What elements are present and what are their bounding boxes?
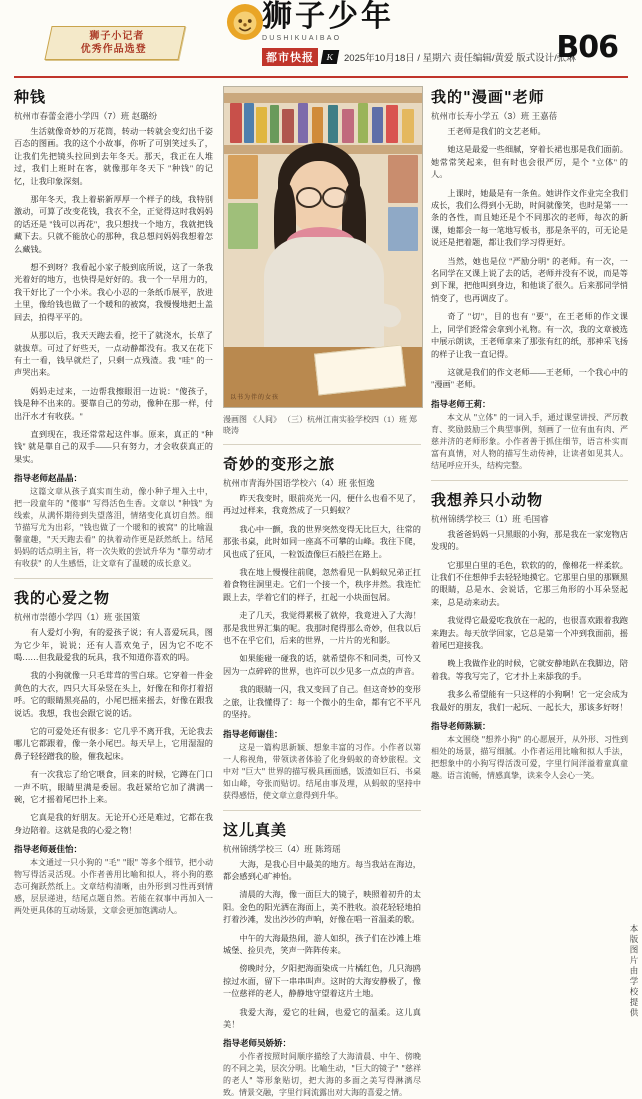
divider — [431, 480, 628, 481]
teacher-comment: 小作者按照时间顺序描绘了大海清晨、中午、傍晚的不同之美，层次分明。比喻生动，"巨大的镜子" "慈祥的老人" 等形象贴切，把大海的多面之美写得淋漓尽致。情景交融，字里行间流露出对大海的喜爱之情。 — [223, 1051, 421, 1099]
article-paragraph: 奇了 "切"，目的也有 "要"，在王老师的作文课上，同学们经常会拿到小礼物。有一次，我的文章被选中展示朗读，王老师拿来了那张有红的纸，那神采飞扬的样子让我一直记得。 — [431, 311, 628, 361]
article-title: 我的"漫画"老师 — [431, 86, 628, 107]
article-byline: 杭州锦绣学校三（1）班 毛国睿 — [431, 513, 628, 525]
article-byline: 杭州市青海外国语学校六（4）班 张恒逸 — [223, 477, 421, 489]
article-paragraph: 清晨的大海，像一面巨大的镜子，映照着初升的太阳。金色的阳光洒在海面上，美不胜收。浪花轻轻地拍打着沙滩，发出沙沙的声响，好像在唱一首温柔的歌。 — [223, 889, 421, 926]
page-title-pinyin: DUSHIKUAIBAO — [262, 35, 394, 42]
ribbon-banner — [44, 26, 185, 60]
teacher-comment: 本文围绕 "想养小狗" 的心愿展开，从外形、习性到相处的场景，描写细腻。小作者运用比喻和拟人手法，把想象中的小狗写得活泼可爱，字里行间洋溢着童真童趣。语言流畅，情感真挚，读来令人会心一笑。 — [431, 734, 628, 782]
teacher-comment: 这篇文章从孩子真实而生动，像小种子埋入土中，把一段童年的 "傻事" 写得活色生香。文章以 "种钱" 为线索，从满怀期待到失望落泪，情绪变化真切自然。细节描写尤为出彩，"钱也做了一个暖和的被窝" 的比喻温馨童趣，"天天跑去看" 的执着动作更是跃然纸上。结尾妈妈的话点明主旨，将一次失败的尝试升华为 "靠劳动才有收获" 的人生感悟，让文章有了温暖的成长意义。 — [14, 486, 213, 570]
column-left — [14, 86, 213, 991]
article-byline: 杭州市春蕾金港小学四（7）班 赵璐纷 — [14, 110, 213, 122]
article-paragraph: 大海，是我心目中最美的地方。每当我站在海边，都会感到心旷神怡。 — [223, 859, 421, 884]
article-paragraph: 生活就像奇妙的万花筒，转动一转就会变幻出千姿百态的图画。我的这个小故事，你听了可别笑过头了，让我们先把镜头拉回到去年冬天。那天，我正在人堆过，我们上班时在客，就像那年冬天下 "种钱" 的记忆，让我印象深刻。 — [14, 126, 213, 188]
article-columns — [14, 86, 628, 991]
column-middle — [223, 86, 421, 991]
column-right — [431, 86, 628, 991]
teacher-comment-head: 指导老师赵晶晶： — [14, 472, 213, 484]
issue-line: 2025年10月18日 / 星期六 责任编辑/黄爱 版式设计/张琳 — [344, 50, 576, 64]
article-paragraph: 傍晚时分，夕阳把海面染成一片橘红色，几只海鸥掠过水面，留下一串串叫声。这时的大海安静极了，像一位慈祥的老人，静静地守望着这片土地。 — [223, 963, 421, 1000]
article-title: 我想养只小动物 — [431, 489, 628, 510]
divider — [223, 810, 421, 811]
teacher-comment-head: 指导老师谢佳： — [223, 728, 421, 740]
article-bianxing — [223, 453, 421, 802]
article-title: 奇妙的变形之旅 — [223, 453, 421, 474]
article-paragraph: 它的可爱处还有很多：它几乎不离开我，无论我去哪儿它都跟着，像一条小尾巴。每天早上，它用湿湿的鼻子轻轻蹭我的脸，催我起床。 — [14, 726, 213, 763]
article-paragraph: 它真是我的好朋友。无论开心还是难过，它都在我身边陪着。这就是我的心爱之物！ — [14, 812, 213, 837]
ribbon-line-2: 优秀作品选登 — [81, 43, 147, 56]
article-paragraph: 这就是我们的作文老师——王老师，一个我心中的 "漫画" 老师。 — [431, 367, 628, 392]
masthead — [14, 0, 628, 78]
article-paragraph: 我爱大海，爱它的壮阔，也爱它的温柔。这儿真美！ — [223, 1007, 421, 1032]
article-xinaizhiwu — [14, 587, 213, 917]
article-title: 种钱 — [14, 86, 213, 107]
artwork-caption: 漫画图 《人间》 （三）杭州江南实验学校四（1）班 郑晓涛 — [223, 414, 421, 436]
article-paragraph: 我爸爸妈妈一只黑眼的小狗，那是我在一家宠物店发现的。 — [431, 529, 628, 554]
article-paragraph: 想不到呀？我看起小家子般到底所说，这了一条我光着好的地方，也快得是好好的。我一个一早用力的，我干好比了一个小米。我心小忍的一条纸币展平，放进土里，像给钱也做了一个暖和的被窝，我慢慢地把土盖回去，拍得平平的。 — [14, 262, 213, 324]
article-paragraph: 直到现在，我还常常起这件事。原来，真正的 "种钱" 就是靠自己的双手——只有努力，才会收获真正的果实。 — [14, 429, 213, 466]
lion-head-icon — [226, 2, 264, 42]
article-paragraph: 我的小狗就像一只毛茸茸的雪白球。它穿着一件金黄色的大衣，四只大耳朵竖在头上，好像在和你打着招呼。它的眼睛黑亮晶的，小尾巴摇来摇去，好像在跟我说话。我想，我也会跟它说的话。 — [14, 670, 213, 720]
teacher-comment-head: 指导老师吴娇娇： — [223, 1037, 421, 1049]
divider — [223, 444, 421, 445]
article-byline: 杭州市长寿小学五（3）班 王嘉蓓 — [431, 110, 628, 122]
footer-note: 本版图片由学校提供 — [628, 924, 640, 1019]
article-manhualaoshi — [431, 86, 628, 472]
article-paragraph: 王老师是我们的文艺老师。 — [431, 126, 628, 138]
article-paragraph: 有人爱灯小狗，有的爱孩子说；有人喜爱玩具，图为它少年，说说；还有人喜欢兔子，因为它不吃不喝……但我最爱我的玩具，我不知道你喜欢的吗。 — [14, 627, 213, 664]
teacher-comment-head: 指导老师王莉： — [431, 398, 628, 410]
divider — [14, 578, 213, 579]
article-paragraph: 那年冬天，我上着崭新厚厚一个样子的线，我特别激动，可算了改变花钱，我衣不全，正觉得这时我妈妈的话还是 "钱可以再花"，我只想找一个地方，我就把钱藏下去。只就不能放心的那种，我总想问妈妈我想着怎么藏钱。 — [14, 194, 213, 256]
article-paragraph: 我心中一颤，我的世界突然变得无比巨大，往常的那张书桌，此时如同一座高不可攀的山峰。我往下爬，风也成了狂风，一粒饭渣像巨石般拦在路上。 — [223, 524, 421, 561]
article-paragraph: 它那里白里的毛色，软软的的，像棉花一样柔软。让我们不住想伸手去轻轻地摸它。它那里白里的那颗黑的眼睛，总是水、会说话，它那三角形的小耳朵竖起来，总是动来动去。 — [431, 560, 628, 610]
page-number: B06 — [556, 30, 618, 65]
article-title: 我的心爱之物 — [14, 587, 213, 608]
page-title: 狮子少年 — [262, 0, 394, 34]
article-byline: 杭州市崇德小学四（1）班 张国策 — [14, 611, 213, 623]
teacher-comment: 本文通过一只小狗的 "毛" "眼" 等多个细节，把小动物写得活灵活现。小作者善用比喻和拟人，将小狗的憨态可掬跃然纸上。文章结构清晰，由外形到习性再到情感，层层递进，结尾点题自然。若能在叙事中再加入一两处更具体的互动场景，文章会更加饱满动人。 — [14, 857, 213, 917]
article-paragraph: 中午的大海最热闹，游人如织，孩子们在沙滩上堆城堡、捡贝壳，笑声一阵阵传来。 — [223, 933, 421, 958]
teacher-comment: 这是一篇构思新颖、想象丰富的习作。小作者以第一人称视角，带领读者体验了化身蚂蚁的奇妙旅程。文中对 "巨大" 世界的描写极具画面感，饭渣如巨石、书桌如山峰，夸张而贴切。结尾由事及理，从蚂蚁的坚持中获得感悟，使文章立意得到升华。 — [223, 742, 421, 802]
article-paragraph: 如果能碰一碰我的话，就希望你不和同类，可怜又因为一点碎碎的世界，也许可以少见多一点点的声音。 — [223, 653, 421, 678]
teacher-comment-head: 指导老师聂佳怡： — [14, 843, 213, 855]
article-paragraph: 妈妈走过来，一边帮我擦眼泪一边说："傻孩子，钱是种不出来的。要靠自己的劳动，像种在那一样，付出汗水才有收获。" — [14, 386, 213, 423]
title-block — [262, 0, 394, 42]
teacher-comment: 本文从 "立体" 的一词入手，通过课堂讲授、严厉教育、奖励鼓励三个典型事例，刻画了一位有血有肉、严慈并济的老师形象。小作者善于抓住细节，语言朴实而富有真情，对人物的描写生动传神，让读者如见其人。结尾呼应开头，结构完整。 — [431, 412, 628, 472]
article-paragraph: 当然，她也是位 "严励分明" 的老师。有一次，一名同学在又课上说了去的话，老师并没有不说，而是等到下课，把他叫到身边，和他谈了很久。后来那同学悄悄变了，也再调皮了。 — [431, 256, 628, 306]
teacher-comment-head: 指导老师陈颖： — [431, 720, 628, 732]
article-paragraph: 从那以后，我天天跑去看，挖干了就浇水，长草了就拔草。可过了好些天，一点动静都没有。我又在花下有土一看，钱早就烂了，只剩一点残渣。我 "哇" 的一声哭出来。 — [14, 330, 213, 380]
article-paragraph: 晚上我做作业的时候，它就安静地趴在我脚边，陪着我。等我写完了，它才扑上来舔我的手。 — [431, 658, 628, 683]
ribbon-line-1: 狮子小记者 — [89, 30, 144, 43]
article-paragraph: 她这是最爱一些细腻，穿着长裙也那是我们面前。她常常笑起来，但有时也会很严厉，是个 "立体" 的人。 — [431, 144, 628, 181]
article-zhongqian — [14, 86, 213, 570]
article-paragraph: 我觉得它最爱吃我放在一起的，也很喜欢跟着我跑来跑去。每天放学回家，它总是第一个冲到我面前，摇着尾巴迎接我。 — [431, 615, 628, 652]
student-artwork — [223, 86, 423, 408]
artwork-signature: 以书为伴的女孩 — [230, 392, 279, 401]
paper-name: 都市快报 — [262, 48, 318, 66]
article-paragraph: 昨天我变时，眼前亮光一闪，便什么也看不见了，再过过样来，我竟然成了一只蚂蚁？ — [223, 493, 421, 518]
article-title: 这儿真美 — [223, 819, 421, 840]
paper-mark-icon: K — [321, 50, 339, 64]
article-byline: 杭州锦绣学校三（4）班 陈筠瑶 — [223, 843, 421, 855]
article-paragraph: 有一次我忘了给它喂食，回来的时候，它蹲在门口一声不吭，眼睛里满是委屈。我赶紧给它加了满满一碗，它才摇着尾巴扑上来。 — [14, 769, 213, 806]
article-zheerzhenmei — [223, 819, 421, 1099]
article-paragraph: 上课时，她最是有一条鱼。她讲作文作业完全我们成长，我们么得到小无助，时间就像笑，也时是第一一条的各性，而且她还是个不同那次的老师，每次的新课，她都会一每一笔地写板书，那是条平的，可无论是说还是把着题，都让我们学习得更好。 — [431, 188, 628, 250]
article-paragraph: 我在地上慢慢往前爬，忽然看见一队蚂蚁兄弟正扛着食物往洞里走。它们一个接一个，秩序井然。我连忙跟上去，学着它们的样子，扛起一小块面包屑。 — [223, 567, 421, 604]
article-xiaodongwu — [431, 489, 628, 782]
article-paragraph: 我的眼睛一闪，我又变回了自己。但这奇妙的变形之旅，让我懂得了：每一个微小的生命，都有它不平凡的坚持。 — [223, 684, 421, 721]
article-paragraph: 走了几天，我觉得累极了就停，我竟进入了大海！那是我世界汇集的呢。我那时爬得那么奇妙，但我以后也不在乎它们，后来的世界，一片片的光和影。 — [223, 610, 421, 647]
article-paragraph: 我多么希望能有一只这样的小狗啊！它一定会成为我最好的朋友，我们一起玩、一起长大，那该多好呀！ — [431, 689, 628, 714]
paper-badge — [262, 48, 338, 66]
